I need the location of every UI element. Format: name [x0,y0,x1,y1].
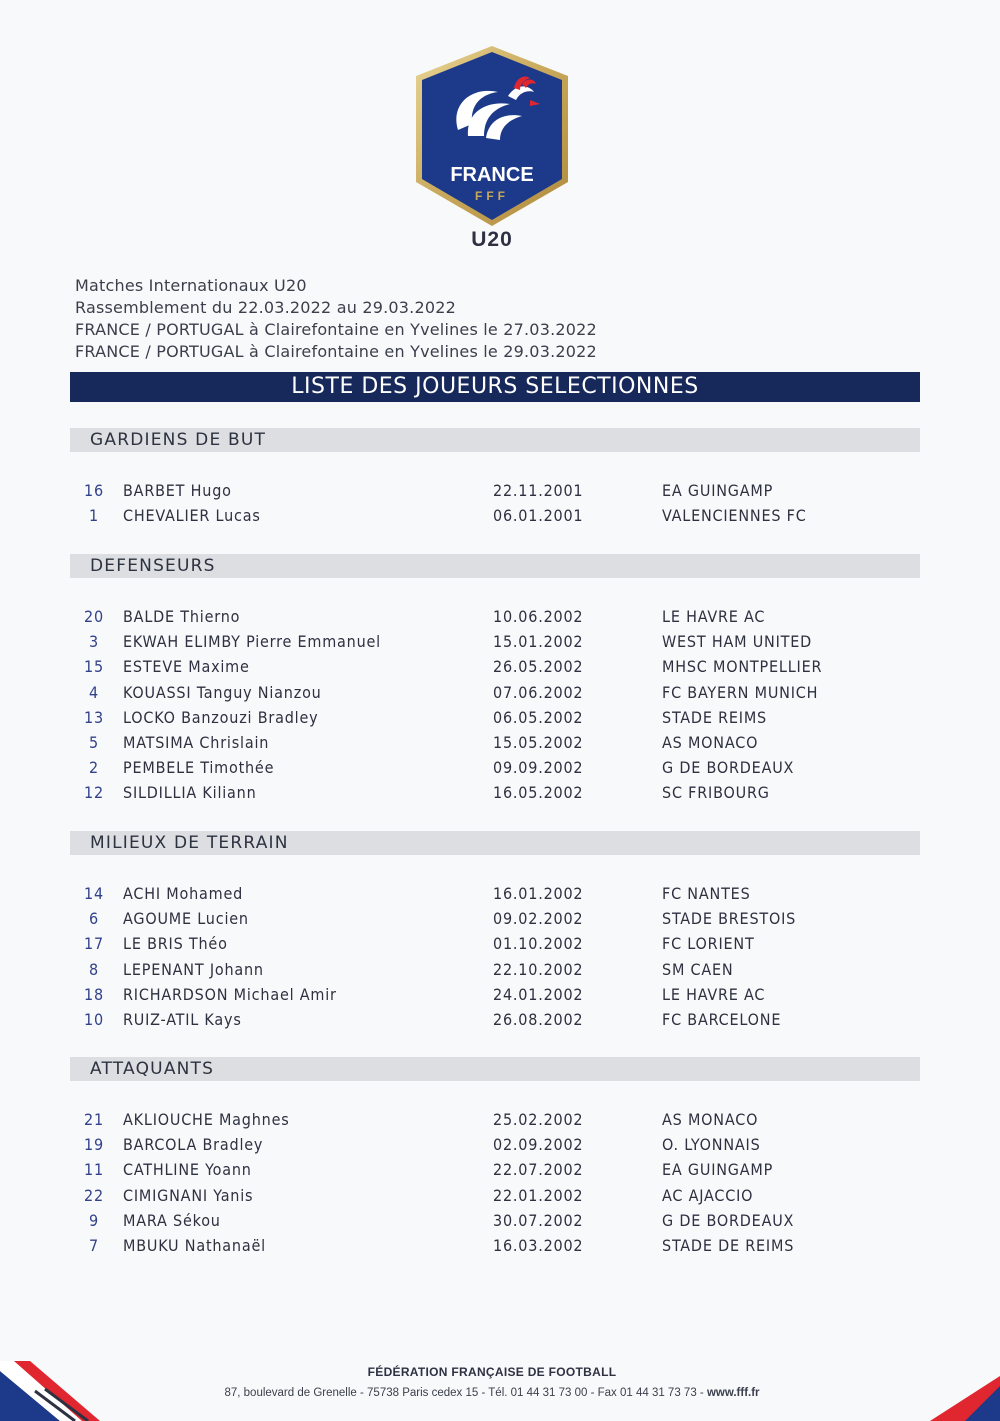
player-name: BARCOLA Bradley [123,1135,264,1155]
player-club: EA GUINGAMP [662,481,774,500]
player-club: EA GUINGAMP [662,1160,774,1180]
player-birthdate: 22.10.2002 [493,959,584,979]
player-club: STADE REIMS [662,707,767,727]
logo-text: FRANCE [450,164,534,186]
player-name: ESTEVE Maxime [123,657,250,677]
player-row [0,982,1000,1007]
player-row [0,881,1000,906]
player-birthdate: 26.08.2002 [493,1010,584,1029]
section-header [70,831,920,855]
player-name: AKLIOUCHE Maghnes [123,1110,290,1129]
player-number: 1 [89,506,99,526]
player-club: AC AJACCIO [662,1185,754,1205]
player-row [0,1183,1000,1208]
player-row [0,1007,1000,1032]
player-birthdate: 30.07.2002 [493,1210,584,1230]
footer-address-text: 87, boulevard de Grenelle - 75738 Paris cedex 15 - Tél. 01 44 31 73 00 - Fax 01 44 31 73 73 - [224,1387,707,1399]
logo-subtext: FFF [475,189,509,203]
player-row [0,1157,1000,1182]
player-club: G DE BORDEAUX [662,758,795,778]
player-row [0,957,1000,982]
intro-block [75,275,597,363]
fff-crest-icon [410,44,575,229]
player-number: 11 [84,1160,104,1180]
player-name: RICHARDSON Michael Amir [123,984,337,1004]
player-birthdate: 09.02.2002 [493,909,584,929]
player-club: FC NANTES [662,884,751,903]
section-header [70,554,920,578]
player-club: FC LORIENT [662,934,755,954]
player-name: CATHLINE Yoann [123,1160,252,1180]
section-title: GARDIENS DE BUT [90,430,267,450]
player-name: CIMIGNANI Yanis [123,1185,254,1205]
player-row [0,931,1000,956]
player-birthdate: 06.01.2001 [493,506,584,526]
player-number: 6 [89,909,99,929]
player-birthdate: 01.10.2002 [493,934,584,954]
player-name: BALDE Thierno [123,607,241,626]
player-number: 3 [89,632,99,652]
footer-website-link[interactable]: www.fff.fr [706,1387,760,1399]
player-number: 9 [89,1210,99,1230]
player-number: 7 [89,1236,99,1255]
player-number: 14 [84,884,104,903]
section-title: MILIEUX DE TERRAIN [90,833,289,853]
list-banner: LISTE DES JOUEURS SELECTIONNES [70,372,920,402]
player-name: BARBET Hugo [123,481,232,500]
footer-title: FÉDÉRATION FRANÇAISE DE FOOTBALL [367,1365,617,1379]
player-club: STADE DE REIMS [662,1236,795,1255]
player-club: AS MONACO [662,1110,759,1129]
flag-stripes-right-icon [870,1376,1000,1421]
intro-line: FRANCE / PORTUGAL à Clairefontaine en Yvelines le 29.03.2022 [75,342,597,361]
section-title: ATTAQUANTS [90,1059,215,1079]
player-birthdate: 02.09.2002 [493,1135,584,1155]
player-row [0,604,1000,629]
player-club: LE HAVRE AC [662,607,766,626]
player-club: LE HAVRE AC [662,984,766,1004]
player-number: 17 [84,934,104,954]
player-club: SM CAEN [662,959,734,979]
player-birthdate: 10.06.2002 [493,607,584,626]
player-name: LE BRIS Théo [123,934,228,954]
player-club: WEST HAM UNITED [662,632,813,652]
player-name: MARA Sékou [123,1210,221,1230]
intro-line: FRANCE / PORTUGAL à Clairefontaine en Yvelines le 27.03.2022 [75,320,597,339]
player-number: 13 [84,707,104,727]
player-name: PEMBELE Timothée [123,758,275,778]
player-club: FC BARCELONE [662,1010,782,1029]
player-name: LEPENANT Johann [123,959,264,979]
player-club: MHSC MONTPELLIER [662,657,823,677]
player-row [0,1132,1000,1157]
flag-stripes-left-icon [0,1361,150,1421]
player-club: AS MONACO [662,733,759,752]
player-name: MATSIMA Chrislain [123,733,270,752]
intro-line: Matches Internationaux U20 [75,276,307,295]
section-header [70,1057,920,1081]
player-row [0,780,1000,805]
player-birthdate: 25.02.2002 [493,1110,584,1129]
player-number: 22 [84,1185,104,1205]
player-club: SC FRIBOURG [662,783,770,803]
player-birthdate: 16.05.2002 [493,783,584,803]
player-birthdate: 06.05.2002 [493,707,584,727]
player-club: STADE BRESTOIS [662,909,797,929]
fff-logo [410,44,575,229]
team-label: U20 [471,228,513,251]
player-number: 12 [84,783,104,803]
section-header [70,428,920,452]
player-row [0,680,1000,705]
player-name: AGOUME Lucien [123,909,249,929]
player-number: 8 [89,959,99,979]
player-name: LOCKO Banzouzi Bradley [123,707,319,727]
player-club: FC BAYERN MUNICH [662,682,819,702]
player-birthdate: 09.09.2002 [493,758,584,778]
player-birthdate: 24.01.2002 [493,984,584,1004]
player-number: 20 [84,607,104,626]
player-number: 16 [84,481,104,500]
player-number: 19 [84,1135,104,1155]
player-birthdate: 22.07.2002 [493,1160,584,1180]
intro-line: Rassemblement du 22.03.2022 au 29.03.2022 [75,298,456,317]
player-birthdate: 22.01.2002 [493,1185,584,1205]
player-number: 5 [89,733,99,752]
player-name: KOUASSI Tanguy Nianzou [123,682,322,702]
player-name: SILDILLIA Kiliann [123,783,257,803]
player-birthdate: 15.01.2002 [493,632,584,652]
player-row [0,503,1000,528]
player-birthdate: 16.03.2002 [493,1236,584,1255]
player-number: 10 [84,1010,104,1029]
player-row [0,1208,1000,1233]
player-number: 21 [84,1110,104,1129]
player-row [0,1233,1000,1258]
player-name: EKWAH ELIMBY Pierre Emmanuel [123,632,381,652]
player-club: G DE BORDEAUX [662,1210,795,1230]
player-row [0,629,1000,654]
player-row [0,654,1000,679]
player-row [0,1107,1000,1132]
player-row [0,755,1000,780]
section-title: DEFENSEURS [90,556,216,576]
player-name: MBUKU Nathanaël [123,1236,266,1255]
player-number: 15 [84,657,104,677]
player-row [0,705,1000,730]
player-birthdate: 15.05.2002 [493,733,584,752]
player-name: RUIZ-ATIL Kays [123,1010,242,1029]
player-row [0,906,1000,931]
player-row [0,478,1000,503]
player-birthdate: 16.01.2002 [493,884,584,903]
player-row [0,730,1000,755]
player-club: VALENCIENNES FC [662,506,807,526]
player-birthdate: 26.05.2002 [493,657,584,677]
player-number: 4 [89,682,99,702]
player-number: 18 [84,984,104,1004]
player-number: 2 [89,758,99,778]
player-name: ACHI Mohamed [123,884,244,903]
player-birthdate: 07.06.2002 [493,682,584,702]
player-club: O. LYONNAIS [662,1135,761,1155]
player-name: CHEVALIER Lucas [123,506,261,526]
player-birthdate: 22.11.2001 [493,481,584,500]
